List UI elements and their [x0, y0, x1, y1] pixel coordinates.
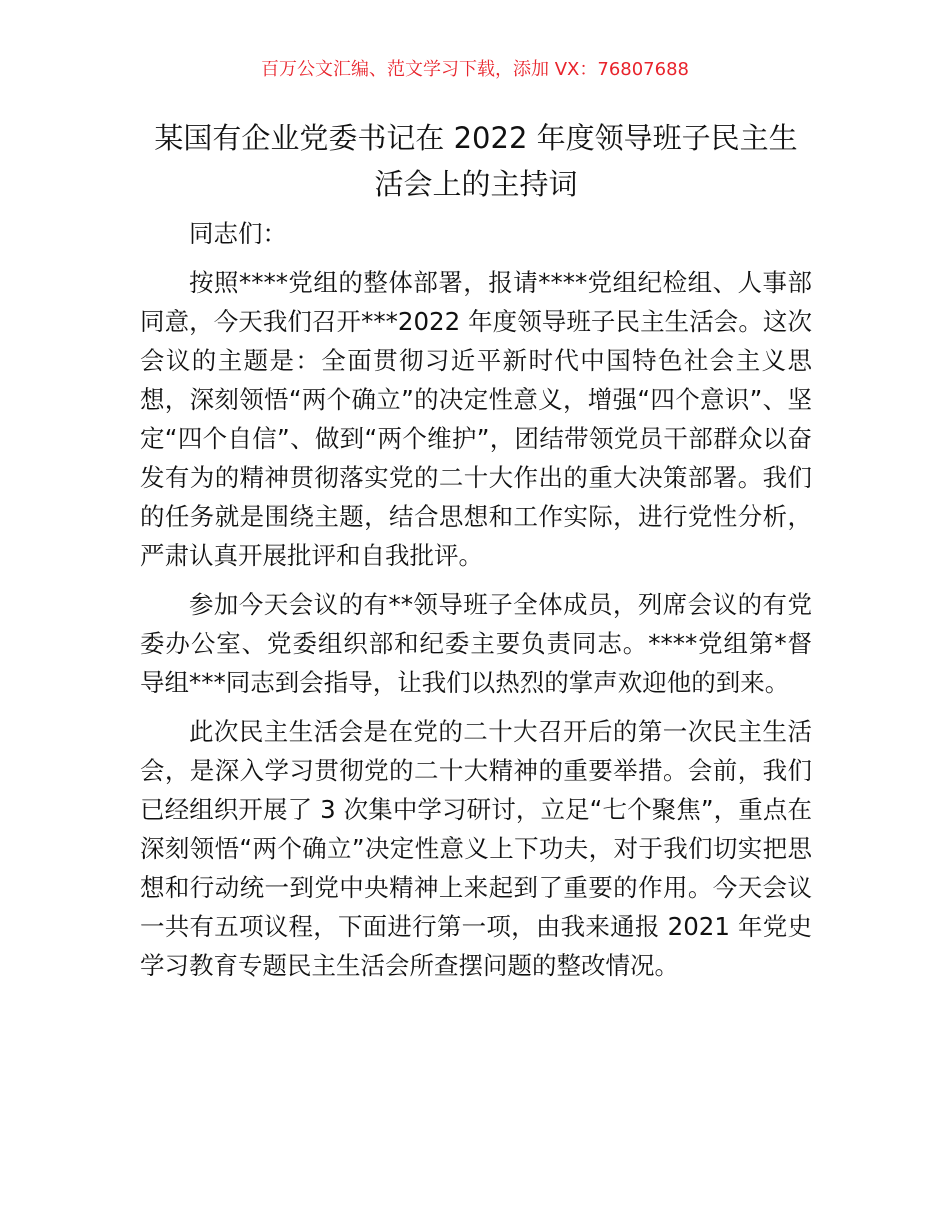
document-title: 某国有企业党委书记在 2022 年度领导班子民主生活会上的主持词: [154, 121, 798, 201]
document-body: [140, 214, 812, 995]
body-paragraph-3: 此次民主生活会是在党的二十大召开后的第一次民主生活会，是深入学习贯彻党的二十大精神的重要举措。会前，我们已经组织开展了 3 次集中学习研讨，立足“七个聚焦”，重点在深刻领悟“两个确立”决定性意义上下功夫，对于我们切实把思想和行动统一到党中央精神上来起到了重要的作用。今天会议一共有五项议程，下面进行第一项，由我来通报 2021 年党史学习教育专题民主生活会所查摆问题的整改情况。: [140, 717, 812, 980]
header-watermark-note: 百万公文汇编、范文学习下载，添加 VX：76807688: [261, 59, 689, 80]
body-paragraph-2: 参加今天会议的有**领导班子全体成员，列席会议的有党委办公室、党委组织部和纪委主要负责同志。****党组第*督导组***同志到会指导，让我们以热烈的掌声欢迎他的到来。: [140, 590, 812, 697]
body-paragraph-1: 按照****党组的整体部署，报请****党组纪检组、人事部同意，今天我们召开***2022 年度领导班子民主生活会。这次会议的主题是：全面贯彻习近平新时代中国特色社会主义思想，深刻领悟“两个确立”的决定性意义，增强“四个意识”、坚定“四个自信”、做到“两个维护”，团结带领党员干部群众以奋发有为的精神贯彻落实党的二十大作出的重大决策部署。我们的任务就是围绕主题，结合思想和工作实际，进行党性分析，严肃认真开展批评和自我批评。: [140, 268, 812, 570]
salutation-paragraph: 同志们：: [189, 219, 287, 248]
